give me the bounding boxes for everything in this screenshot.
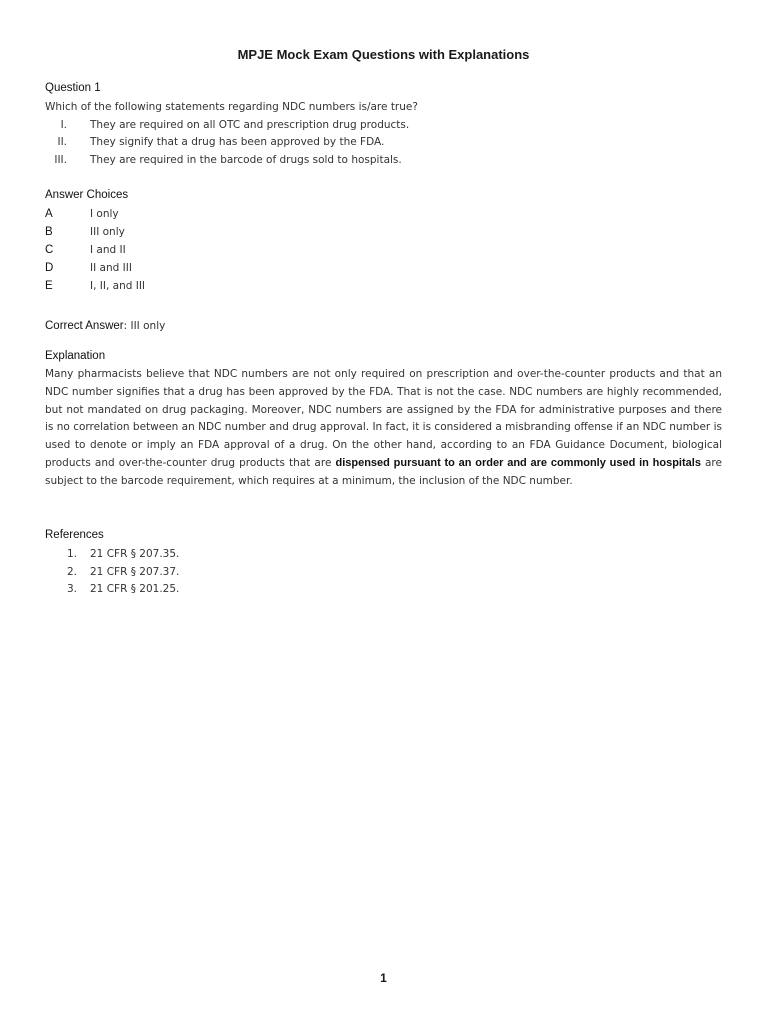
question-heading: Question 1 (45, 82, 101, 94)
explanation-text-end: are subject to the barcode requirement, which requires at a minimum, the inclusion of the NDC number. (45, 456, 722, 487)
choice-text: III only (90, 226, 125, 238)
choice-text: I, II, and III (90, 280, 146, 292)
answer-choices-heading: Answer Choices (45, 189, 129, 201)
choice-text: I only (90, 208, 119, 220)
correct-answer (45, 314, 165, 336)
statement-number: I. (60, 119, 67, 131)
question-prompt: Which of the following statements regarding NDC numbers is/are true? (45, 101, 418, 113)
explanation-paragraph (45, 366, 722, 491)
reference-text: 21 CFR § 207.37. (90, 566, 180, 578)
correct-answer-label: Correct Answer (45, 320, 124, 332)
reference-text: 21 CFR § 207.35. (90, 548, 180, 560)
correct-answer-value: : III only (123, 320, 166, 332)
choice-letter: A (45, 208, 53, 220)
statement-text: They signify that a drug has been approved by the FDA. (90, 136, 385, 148)
page-title: MPJE Mock Exam Questions with Explanations (237, 47, 530, 62)
choice-text: II and III (90, 262, 132, 274)
reference-number: 3. (66, 583, 77, 595)
reference-number: 1. (66, 548, 77, 560)
explanation-text: Many pharmacists believe that NDC numbers are not only required on prescription and over-the-counter products and that an NDC number signifies that a drug has been approved by the FDA. That is not the case. NDC numbers are highly recommended, but not mandated on drug packaging. Moreover, NDC numbers are assigned by the FDA for administrative purposes and there is no correlation between an NDC number and drug approval. In fact, it is considered a misbranding offense if an NDC number is used to denote or imply an FDA approval of a drug. On the other hand, according to an FDA Guidance Document, biological products and over-the-counter drug products that are (45, 368, 722, 469)
explanation-emphasis: dispensed pursuant to an order and are commonly used in hospitals (335, 456, 701, 469)
choice-letter: D (45, 262, 54, 274)
reference-number: 2. (66, 566, 77, 578)
explanation-heading: Explanation (45, 350, 106, 362)
references-heading: References (45, 529, 104, 541)
reference-text: 21 CFR § 201.25. (90, 583, 180, 595)
document-page (45, 0, 722, 1024)
choice-text: I and II (90, 244, 126, 256)
choice-letter: E (45, 280, 53, 292)
choice-letter: C (45, 244, 54, 256)
page-number: 1 (380, 971, 387, 985)
statement-text: They are required in the barcode of drugs sold to hospitals. (90, 154, 402, 166)
choice-letter: B (45, 226, 53, 238)
statement-number: III. (54, 154, 67, 166)
statement-number: II. (57, 136, 67, 148)
statement-text: They are required on all OTC and prescription drug products. (90, 119, 410, 131)
